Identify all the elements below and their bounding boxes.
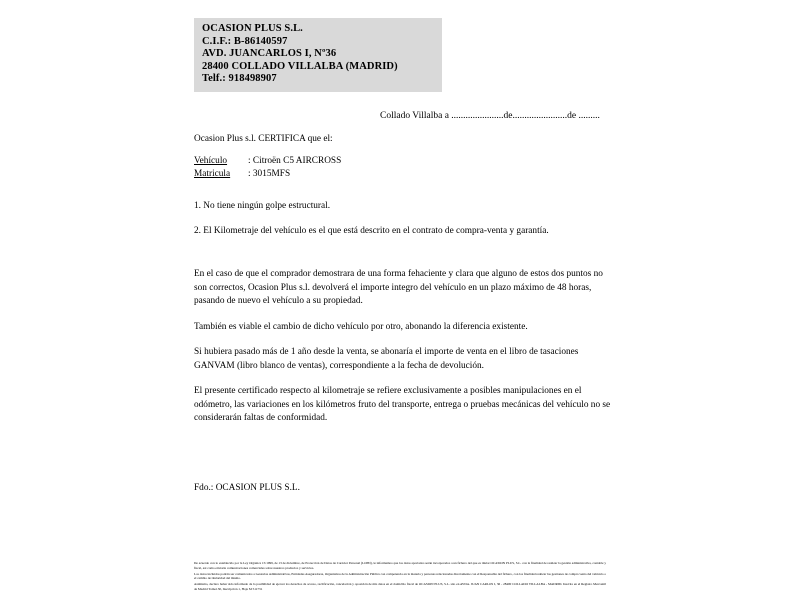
company-street: AVD. JUANCARLOS I, Nº36 <box>202 48 337 60</box>
field-vehicle-value: : Citroën C5 AIRCROSS <box>248 155 342 166</box>
paragraph-ganvam: Si hubiera pasado más de 1 año desde la venta, se abonaría el importe de venta en el libro de tasaciones GANVAM (libro blanco de ventas), correspondiente a la fecha de devolución. <box>194 347 579 371</box>
document-body <box>194 133 614 438</box>
field-plate <box>194 168 614 182</box>
paragraph-exchange: También es viable el cambio de dicho vehículo por otro, abonando la diferencia existente. <box>194 321 528 332</box>
certifies-intro: Ocasion Plus s.l. CERTIFICA que el: <box>194 134 333 144</box>
legal-paragraph-3: Asimismo, declaro haber sido informado de la posibilidad de ejercer los derechos de acceso, rectificación, cancelación y oposición de mis datos en el domicilio fiscal de OCASION PLUS, S.L. sito en AVDA. JUAN CARLOS I, 36 - 28400 COLLADO VILLALBA - MADRID. Inscrita en el Registro Mercantil de Madrid Tomo130, Inscripción 1, Hoja M 511731 <box>194 582 606 591</box>
point-2: 2. El Kilometraje del vehículo es el que está descrito en el contrato de compra-venta y garantía. <box>194 225 549 236</box>
field-vehicle-label: Vehículo <box>194 155 228 166</box>
paragraph-odometer: El presente certificado respecto al kilometraje se refiere exclusivamente a posibles manipulaciones en el odómetro, las variaciones en los kilómetros fruto del transporte, entrega o pruebas mecánicas del vehículo no se considerarán faltas de conformidad. <box>194 386 611 424</box>
paragraph-refund: En el caso de que el comprador demostrara de una forma fehaciente y clara que alguno de estos dos puntos no son correctos, Ocasion Plus s.l. devolverá el importe integro del vehículo en un plazo máximo de 48 horas, pasando de nuevo el vehículo a su propiedad. <box>194 269 603 307</box>
field-vehicle <box>194 155 614 169</box>
company-letterhead <box>194 18 442 92</box>
company-city: 28400 COLLADO VILLALBA (MADRID) <box>202 60 398 72</box>
company-phone: Telf.: 918498907 <box>202 73 277 85</box>
point-1: 1. No tiene ningún golpe estructural. <box>194 201 331 212</box>
company-cif: C.I.F.: B-86140597 <box>202 35 288 47</box>
legal-paragraph-2: Los datos incluidos podrán ser comunicados a Gestorías Administrativas, Entidades Aseguradoras, Organismos de la Administración Pública con competencia en la materia y personas relacionadas directamente con el Responsable del fichero, con los finalidad realizar las gestiones de compra venta del vehículo o el cambio de titularidad del mismo. <box>194 571 606 581</box>
field-plate-value: : 3015MFS <box>248 169 291 180</box>
date-line: Collado Villalba a ......................de.......................de ......... <box>380 111 600 121</box>
signature-line: Fdo.: OCASION PLUS S.L. <box>194 483 300 493</box>
field-plate-label: Matricula <box>194 169 231 180</box>
company-name: OCASION PLUS S.L. <box>202 23 303 34</box>
legal-paragraph-1: De acuerdo con lo establecido por la Ley Orgánica 15/1999, de 13 de diciembre, de Protección de Datos de Carácter Personal (LOPD), le informamos que los datos aportados serán incorporados a un fichero del que es titular OCASION PLUS, S.L. con la finalidad de realizar la gestión administrativa, contable y fiscal, así como enviarle comunicaciones comerciales sobre nuestros productos y servicios. <box>194 561 606 570</box>
legal-notice <box>194 561 606 593</box>
